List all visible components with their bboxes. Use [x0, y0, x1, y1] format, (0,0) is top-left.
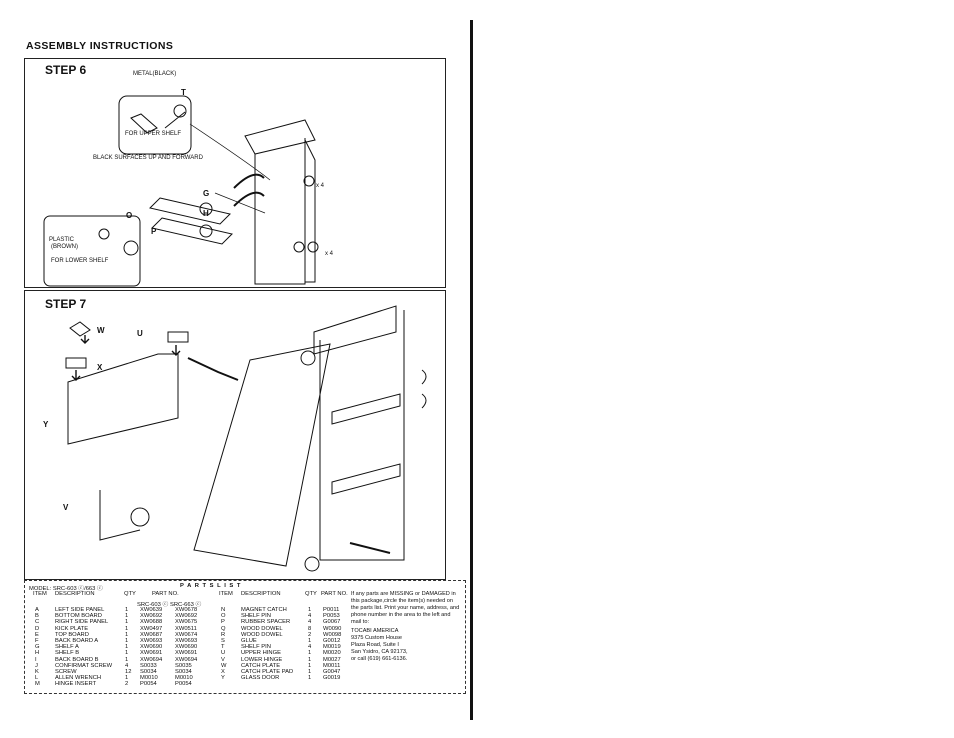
left-qty-header: QTY [124, 591, 136, 597]
right-part-11-0: Y [221, 675, 225, 682]
left-part-2-3: XW0688 [140, 619, 163, 626]
right-part-6-3: M0019 [323, 644, 341, 651]
right-part-9-2: 1 [308, 662, 312, 669]
left-part-7-3: XW0691 [140, 650, 163, 657]
right-part-7-0: U [221, 650, 226, 657]
left-part-9-3: S0033 [140, 662, 157, 669]
left-part-5-1: BACK BOARD A [55, 638, 99, 644]
left-part-0-2: 1 [125, 607, 129, 613]
address-line-5: or call (619) 661-6136. [351, 656, 408, 662]
left-part-10-1: SCREW [55, 669, 77, 675]
left-part-7-4: XW0691 [175, 650, 198, 657]
left-part-6-4: XW0690 [175, 644, 198, 651]
left-part-6-2: 1 [125, 644, 129, 651]
v-label: V [63, 503, 69, 512]
left-pn-header: PART NO. [152, 591, 179, 597]
left-part-12-3: P0054 [140, 681, 157, 688]
instruction-sheet [20, 20, 473, 720]
step7-label: STEP 7 [45, 297, 87, 311]
left-part-4-4: XW0674 [175, 631, 198, 638]
left-part-5-0: F [35, 638, 39, 644]
left-part-0-0: A [35, 607, 39, 613]
right-part-0-2: 1 [308, 607, 312, 613]
left-part-10-2: 12 [125, 669, 132, 675]
src-603-header: SRC-603 ⓒ [137, 602, 169, 608]
parts-list [24, 580, 466, 694]
g-label: G [203, 189, 210, 198]
left-part-3-3: XW0497 [140, 625, 163, 632]
right-part-7-2: 1 [308, 650, 312, 657]
right-part-0-1: MAGNET CATCH [241, 607, 287, 613]
left-part-8-2: 1 [125, 656, 129, 663]
left-part-3-4: XW0511 [175, 625, 197, 632]
right-part-9-1: CATCH PLATE [241, 662, 281, 669]
t-label: T [181, 88, 186, 97]
right-desc-header: DESCRIPTION [241, 591, 281, 597]
left-part-0-3: XW0639 [140, 607, 163, 613]
left-part-5-2: 1 [125, 638, 129, 644]
right-part-0-3: P0011 [323, 607, 340, 613]
left-part-11-2: 1 [125, 675, 129, 682]
right-part-8-1: LOWER HINGE [241, 656, 283, 663]
o-label: O [126, 211, 133, 220]
parts-list-header: P A R T S L I S T [180, 583, 242, 589]
right-part-4-1: WOOD DOWEL [241, 631, 283, 638]
left-part-4-2: 1 [125, 631, 129, 638]
left-part-11-1: ALLEN WRENCH [55, 675, 102, 682]
left-part-4-3: XW0687 [140, 631, 163, 638]
left-part-10-4: S0034 [175, 669, 192, 675]
left-part-11-4: M0010 [175, 675, 193, 682]
left-part-3-1: KICK PLATE [55, 625, 89, 632]
right-part-7-3: M0020 [323, 650, 341, 657]
right-part-1-3: P0053 [323, 613, 340, 620]
left-part-2-1: RIGHT SIDE PANEL [55, 619, 109, 626]
right-part-5-1: GLUE [241, 638, 257, 644]
right-part-4-2: 2 [308, 631, 312, 638]
right-part-2-0: P [221, 619, 225, 626]
left-part-10-0: K [35, 669, 39, 675]
right-part-8-3: M0027 [323, 656, 341, 663]
right-part-3-1: WOOD DOWEL [241, 625, 283, 632]
left-part-11-0: L [35, 675, 39, 682]
left-part-0-4: XW0678 [175, 607, 198, 613]
right-part-10-0: X [221, 669, 225, 675]
left-part-3-0: D [35, 625, 40, 632]
address-line-4: San Ysidro, CA 92173, [351, 649, 408, 655]
left-part-9-0: J [35, 662, 38, 669]
left-part-9-2: 4 [125, 662, 129, 669]
left-part-2-0: C [35, 619, 40, 626]
right-part-3-2: 8 [308, 625, 312, 632]
address-line-2: 9375 Custom House [351, 635, 402, 641]
left-part-1-2: 1 [125, 613, 129, 620]
left-part-10-3: S0034 [140, 669, 157, 675]
right-part-4-3: W0098 [323, 631, 342, 638]
right-part-2-3: G0067 [323, 619, 341, 626]
left-part-1-4: XW0692 [175, 613, 198, 620]
left-part-7-0: H [35, 650, 40, 657]
model-label: MODEL: SRC-603 ⓒ/663 ⓒ [29, 586, 103, 592]
right-part-6-1: SHELF PIN [241, 644, 271, 651]
right-part-5-3: G0012 [323, 638, 341, 644]
right-part-5-2: 1 [308, 638, 312, 644]
right-part-8-0: V [221, 656, 225, 663]
left-part-11-3: M0010 [140, 675, 158, 682]
right-part-1-0: O [221, 613, 226, 620]
missing-parts-notice [351, 591, 461, 663]
x4-top: x 4 [316, 183, 325, 189]
right-part-9-3: M0011 [323, 662, 341, 669]
brown-label: (BROWN) [51, 244, 78, 250]
right-part-9-0: W [221, 662, 227, 669]
right-qty-header: QTY [305, 591, 317, 597]
right-part-5-0: S [221, 638, 225, 644]
upper-shelf-label: FOR UPPER SHELF [125, 131, 182, 137]
left-part-12-2: 2 [125, 681, 129, 688]
left-part-8-4: XW0694 [175, 656, 198, 663]
left-part-4-0: E [35, 631, 39, 638]
right-part-7-1: UPPER HINGE [241, 650, 281, 657]
plastic-label: PLASTIC [49, 237, 75, 243]
left-part-5-3: XW0693 [140, 638, 163, 644]
address-line-1: TOCABI AMERICA [351, 628, 399, 634]
right-part-11-3: G0019 [323, 675, 341, 682]
left-part-5-4: XW0693 [175, 638, 198, 644]
left-part-3-2: 1 [125, 625, 129, 632]
right-part-10-3: G0047 [323, 669, 341, 675]
right-part-6-2: 4 [308, 644, 312, 651]
left-part-12-4: P0054 [175, 681, 192, 688]
right-part-4-0: R [221, 631, 226, 638]
w-label: W [97, 326, 105, 335]
lower-shelf-label: FOR LOWER SHELF [51, 258, 109, 264]
left-part-0-1: LEFT SIDE PANEL [55, 607, 105, 613]
left-part-1-0: B [35, 613, 39, 620]
left-part-9-1: CONFIRMAT SCREW [55, 662, 113, 669]
left-part-8-0: I [35, 656, 37, 663]
address-line-3: Plaza Road, Suite I [351, 642, 399, 648]
left-part-4-1: TOP BOARD [55, 631, 89, 638]
left-part-7-2: 1 [125, 650, 129, 657]
right-part-10-2: 1 [308, 669, 312, 675]
left-part-1-3: XW0692 [140, 613, 163, 620]
notice-text: If any parts are MISSING or DAMAGED in this package,circle the item(s) needed on the parts list. Print your name, address, and phone number in the area to the left and mail to: [351, 591, 460, 625]
right-part-3-3: W0090 [323, 625, 342, 632]
left-part-2-4: XW0675 [175, 619, 198, 626]
right-part-11-2: 1 [308, 675, 312, 682]
right-part-10-1: CATCH PLATE PAD [241, 669, 294, 675]
x-label: X [97, 363, 103, 372]
left-part-8-3: XW0694 [140, 656, 163, 663]
left-part-9-4: S0035 [175, 662, 192, 669]
left-part-6-0: G [35, 644, 40, 651]
left-item-header: ITEM [33, 591, 47, 597]
right-part-3-0: Q [221, 625, 226, 632]
p-label: P [151, 227, 157, 236]
right-part-6-0: T [221, 644, 225, 651]
left-part-7-1: SHELF B [55, 650, 80, 657]
page-title: ASSEMBLY INSTRUCTIONS [26, 40, 174, 52]
right-part-0-0: N [221, 607, 226, 613]
left-part-6-1: SHELF A [55, 644, 79, 651]
step6-label: STEP 6 [45, 63, 87, 77]
left-part-12-1: HINGE INSERT [55, 681, 97, 688]
right-part-1-2: 4 [308, 613, 312, 620]
y-label: Y [43, 420, 49, 429]
left-part-6-3: XW0690 [140, 644, 163, 651]
right-part-11-1: GLASS DOOR [241, 675, 280, 682]
left-desc-header: DESCRIPTION [55, 591, 95, 597]
assembly-illustrations [20, 20, 470, 580]
left-part-12-0: M [35, 681, 40, 688]
left-part-2-2: 1 [125, 619, 129, 626]
metal-label: METAL(BLACK) [133, 71, 177, 77]
h-label: H [203, 209, 209, 218]
right-part-8-2: 1 [308, 656, 312, 663]
u-label: U [137, 329, 143, 338]
black-surfaces-label: BLACK SURFACES UP AND FORWARD [93, 155, 203, 161]
right-part-2-1: RUBBER SPACER [241, 619, 291, 626]
src-663-header: SRC-663 ⓒ [170, 602, 202, 608]
left-part-1-1: BOTTOM BOARD [55, 613, 102, 620]
right-part-1-1: SHELF PIN [241, 613, 271, 620]
x4-bottom: x 4 [325, 251, 334, 257]
right-part-2-2: 4 [308, 619, 312, 626]
right-item-header: ITEM [219, 591, 233, 597]
left-part-8-1: BACK BOARD B [55, 656, 99, 663]
right-pn-header: PART NO. [321, 591, 348, 597]
